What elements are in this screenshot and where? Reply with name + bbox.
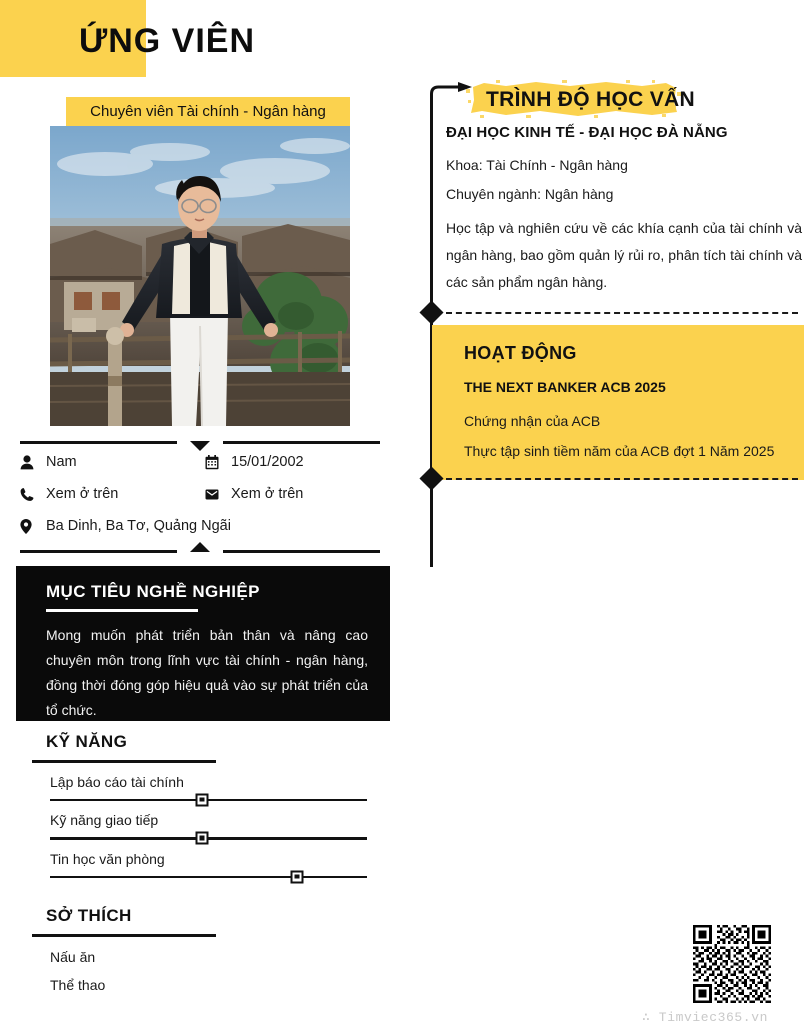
skills-title: KỸ NĂNG <box>46 732 128 751</box>
divider-line-left <box>20 550 177 553</box>
envelope-icon <box>205 487 231 502</box>
hobbies-section <box>16 906 390 1005</box>
skill-slider-handle[interactable] <box>196 793 209 806</box>
divider-line-left <box>20 441 177 444</box>
title-underline <box>32 760 216 763</box>
career-objective-text: Mong muốn phát triển bản thân và nâng cao chuyên môn trong lĩnh vực tài chính - ngân hàng, đồng thời đóng góp hiệu quả vào sự phát triển của tổ chức. <box>46 626 368 718</box>
avatar <box>50 126 350 426</box>
skill-slider-handle[interactable] <box>196 832 209 845</box>
title-underline <box>46 609 198 612</box>
activities-subtitle: THE NEXT BANKER ACB 2025 <box>464 379 666 395</box>
info-value: 15/01/2002 <box>231 454 304 470</box>
education-faculty: Khoa: Tài Chính - Ngân hàng <box>446 157 628 173</box>
hobby-item: Nấu ăn <box>50 948 96 965</box>
divider-triangle-down-icon <box>190 441 210 451</box>
skill-row <box>16 774 390 802</box>
photo-divider-bottom <box>20 545 380 559</box>
job-title-band <box>66 97 350 126</box>
info-item-address <box>20 518 390 534</box>
location-pin-icon <box>20 519 46 534</box>
job-title: Chuyên viên Tài chính - Ngân hàng <box>90 103 326 120</box>
info-value: Ba Dinh, Ba Tơ, Quảng Ngãi <box>46 518 231 534</box>
footer-brand: ∴ Timviec365.vn <box>641 1010 769 1025</box>
skill-row <box>16 851 390 879</box>
skill-slider-track[interactable] <box>50 876 367 879</box>
education-title-wrap <box>474 82 705 112</box>
title-underline <box>32 934 216 937</box>
info-value: Xem ở trên <box>46 486 119 502</box>
divider-triangle-up-icon <box>190 542 210 552</box>
skill-slider-track[interactable] <box>50 799 367 802</box>
qr-code-icon <box>693 925 771 1003</box>
person-icon <box>20 455 46 470</box>
hobbies-list <box>16 949 390 993</box>
education-title: TRÌNH ĐỘ HỌC VẤN <box>486 88 695 111</box>
activity-line: Chứng nhận của ACB <box>464 413 601 429</box>
education-description: Học tập và nghiên cứu về các khía cạnh của tài chính và ngân hàng, bao gồm quản lý rủi ro, phân tích tài chính và các sản phẩm ngân hàng. <box>446 220 802 290</box>
activities-lines <box>464 413 804 459</box>
info-item-gender <box>20 454 205 470</box>
info-item-birthdate <box>205 454 390 470</box>
photo-divider-top <box>20 436 380 450</box>
qr-code[interactable] <box>693 925 771 1003</box>
divider-line-right <box>223 441 380 444</box>
info-row <box>20 518 390 534</box>
skill-row <box>16 812 390 840</box>
career-objective-section <box>16 566 390 721</box>
info-row <box>20 454 390 470</box>
activity-line: Thực tập sinh tiềm năm của ACB đợt 1 Năm 2025 <box>464 443 775 459</box>
education-body <box>446 124 802 296</box>
page-title: ỨNG VIÊN <box>78 22 255 60</box>
timeline-diamond-marker <box>419 300 443 324</box>
info-value: Xem ở trên <box>231 486 304 502</box>
skill-label: Lập báo cáo tài chính <box>50 773 184 790</box>
skill-label: Tin học văn phòng <box>50 850 165 867</box>
hobbies-title: SỞ THÍCH <box>46 906 132 925</box>
skill-slider-track[interactable] <box>50 837 367 840</box>
info-row <box>20 486 390 502</box>
skill-slider-handle[interactable] <box>291 870 304 883</box>
dashed-separator-bottom <box>446 478 798 480</box>
phone-icon <box>20 487 46 502</box>
hobby-item: Thể thao <box>50 976 106 993</box>
page-header <box>0 0 804 92</box>
info-item-email <box>205 486 390 502</box>
info-item-phone <box>20 486 205 502</box>
profile-photo <box>50 126 350 426</box>
skill-label: Kỹ năng giao tiếp <box>50 812 159 828</box>
divider-line-right <box>223 550 380 553</box>
education-school: ĐẠI HỌC KINH TẾ - ĐẠI HỌC ĐÀ NẴNG <box>446 124 728 141</box>
info-value: Nam <box>46 454 77 470</box>
education-major: Chuyên ngành: Ngân hàng <box>446 186 614 202</box>
activities-section <box>432 325 804 480</box>
skills-section <box>16 732 390 878</box>
skills-list <box>16 774 390 879</box>
activities-title: HOẠT ĐỘNG <box>464 343 577 363</box>
calendar-icon <box>205 455 231 470</box>
personal-info-list <box>20 454 390 550</box>
dashed-separator-top <box>446 312 798 314</box>
career-objective-title: MỤC TIÊU NGHỀ NGHIỆP <box>46 582 260 601</box>
